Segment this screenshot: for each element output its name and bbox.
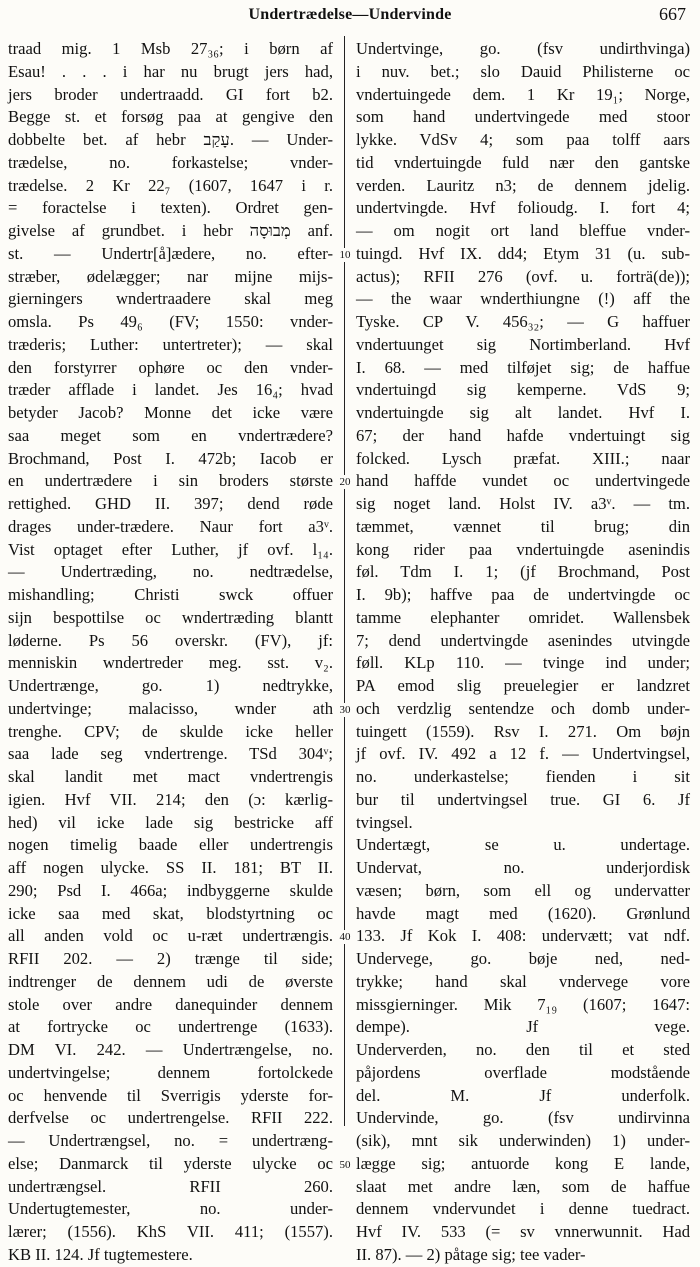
text-line: løderne. Ps 56 overskr. (FV), jf:	[8, 630, 333, 650]
text-line: 290; Psd I. 466a; indbyggerne skulde	[8, 880, 333, 900]
text-line: traad mig. 1 Msb 27₃₆; i børn af	[8, 39, 333, 58]
text-line: Begge st. et forsøg paa at gengive den	[8, 107, 333, 127]
line-number: 20	[334, 475, 356, 489]
text-line: vndertuingde sig alt landet. Hvf I.	[356, 403, 690, 422]
text-line: oc henvende til Sverrigis yderste for-	[8, 1085, 333, 1105]
column-divider	[344, 36, 345, 1126]
text-line: och verdzlig sentendze och domb under-	[356, 698, 690, 718]
text-line: II. 87). — 2) påtage sig; tee vader-	[356, 1244, 586, 1264]
text-line: havde magt med (1620). Grønlund	[356, 903, 690, 923]
text-line: tuingett (1559). Rsv I. 271. Om bøjn	[356, 721, 690, 741]
text-line: else; Danmarck til yderste ulycke oc	[8, 1153, 333, 1173]
text-line: I. 9b); haffve paa de undertvingde oc	[356, 585, 690, 604]
text-line: saa meget som en vndertrædere?	[8, 425, 333, 445]
text-line: vndertuingede dem. 1 Kr 19₁; Norge,	[356, 84, 690, 104]
text-line: mishandling; Christi swck offuer	[8, 585, 333, 604]
text-line: tid vndertuingde fuld nær den gantske	[356, 152, 690, 172]
text-line: dempe). Jf vege.	[356, 1017, 690, 1037]
text-line: jers broder undertraadd. GI fort b2.	[8, 84, 333, 104]
text-line: træderis; Luther: untertreter); — skal	[8, 334, 333, 354]
line-number: 40	[334, 930, 356, 944]
text-line: dennem vndervundet i denne tuedract.	[356, 1199, 690, 1219]
text-line: Tyske. CP V. 456₃₂; — G haffuer	[356, 312, 690, 331]
text-line: aff nogen ulycke. SS II. 181; BT II.	[8, 858, 333, 877]
text-line: Vist optaget efter Luther, jf ovf. l₁₄.	[8, 539, 333, 559]
text-line: del. M. Jf underfolk.	[356, 1085, 690, 1105]
text-line: — Undertræding, no. nedtrædelse,	[8, 562, 333, 582]
text-line: trykke; hand skal vndervege vore	[356, 971, 690, 991]
text-line: trædelse. 2 Kr 22₇ (1607, 1647 i r.	[8, 175, 333, 195]
text-line: trædelse, no. forkastelse; vnder-	[8, 152, 333, 172]
text-line: actus); RFII 276 (ovf. u. forträ(de));	[356, 266, 690, 286]
text-line: tæmmet, vænnet til brug; din	[356, 516, 690, 536]
text-line: den forstyrrer ophøre oc den vnder-	[8, 357, 333, 377]
text-line: dobbelte bet. af hebr עָקַב. — Under-	[8, 130, 334, 149]
page-number: 667	[659, 4, 686, 24]
text-line: lykke. VdSv 4; som paa tolff aars	[356, 130, 690, 149]
text-line: (sik), mnt sik underwinden) 1) under-	[356, 1131, 690, 1150]
line-number: 50	[334, 1158, 356, 1172]
text-line: at fortrycke oc undertrenge (1633).	[8, 1017, 333, 1037]
text-line: 133. Jf Kok I. 408: undervætt; vat ndf.	[356, 926, 690, 946]
line-number: 30	[334, 703, 356, 717]
text-line: bur til undertvingsel true. GI 6. Jf	[356, 789, 690, 809]
text-line: undertvinge; malacisso, wnder ath	[8, 698, 333, 718]
text-line: Hvf IV. 533 (= sv vnnerwunnit. Had	[356, 1222, 690, 1241]
text-line: gierningers wndertraadere skal meg	[8, 289, 333, 309]
text-line: en undertrædere i sin broders største	[8, 471, 333, 491]
text-line: tvingsel.	[356, 812, 413, 832]
text-line: stole over andre danequinder dennem	[8, 994, 333, 1014]
page-header	[0, 4, 700, 30]
text-line: rettighed. GHD II. 397; dend røde	[8, 494, 333, 513]
text-line: DM VI. 242. — Undertrængelse, no.	[8, 1040, 333, 1059]
text-line: hand haffde vundet oc undertvingede	[356, 471, 690, 491]
text-line: som hand undertvingede med stoor	[356, 107, 690, 127]
text-line: Undertugtemester, no. under-	[8, 1199, 333, 1219]
text-line: PA emod slig preuelegier er landzret	[356, 676, 690, 695]
text-line: lægge sig; antuorde kong E lande,	[356, 1153, 690, 1173]
text-line: slaat met andre læn, som de haffue	[356, 1176, 690, 1196]
right-column	[356, 38, 690, 1264]
text-line: tamme elephanter omridet. Wallensbek	[356, 607, 690, 627]
text-line: vndertuunget sig Nortimberland. Hvf	[356, 334, 690, 354]
text-line: derfvelse oc undertrengelse. RFII 222.	[8, 1108, 333, 1128]
text-line: undertrængsel. RFII 260.	[8, 1176, 333, 1196]
text-line: Underverden, no. den til et sted	[356, 1040, 690, 1059]
text-line: hed) vil icke lade sig bestricke aff	[8, 812, 333, 832]
text-line: givelse af grundbet. i hebr מְבוּסָה anf.	[8, 221, 333, 240]
text-line: 67; der hand hafde vndertuingt sig	[356, 425, 690, 445]
text-line: føl. Tdm I. 1; (jf Brochmand, Post	[356, 562, 690, 582]
text-line: nogen timelig baade eller undertrengis	[8, 835, 333, 855]
text-line: sig noget land. Holst IV. a3ᵛ. — tm.	[356, 494, 690, 513]
text-line: undertvingde. Hvf folioudg. I. fort 4;	[356, 198, 690, 218]
text-line: indtrenger de dennem udi de øverste	[8, 971, 333, 991]
text-line: RFII 202. — 2) trænge til side;	[8, 949, 333, 968]
text-line: — om nogit ort land bleffue vnder-	[356, 221, 690, 240]
text-line: sijn bespottilse oc wndertræding blantt	[8, 607, 333, 627]
text-line: påjordens overflade modstående	[356, 1062, 690, 1082]
text-line: stræber, ødelægger; nar mijne mijs-	[8, 266, 333, 286]
text-line: vndertuingd sig kemperne. VdS 9;	[356, 380, 690, 400]
left-column	[8, 38, 334, 1264]
text-line: no. underkastelse; fienden i sit	[356, 767, 690, 786]
text-line: skal landit met mact vndertrengis	[8, 767, 333, 786]
text-line: undertvingelse; dennem fortolckede	[8, 1062, 333, 1082]
text-line: I. 68. — med tilføjet sig; de haffue	[356, 357, 690, 377]
text-line: drages under-trædere. Naur fort a3ᵛ.	[8, 516, 333, 536]
text-line: træder afflade i landet. Jes 16₄; hvad	[8, 380, 333, 400]
text-line: st. — Undertr[å]ædere, no. efter-	[8, 243, 333, 263]
text-line: icke saa med skat, blodstyrtning oc	[8, 903, 333, 923]
text-line: Esau! . . . i har nu brugt jers had,	[8, 61, 333, 81]
text-line: — the waar wnderthiungne (!) aff the	[356, 289, 690, 309]
text-line: jf ovf. IV. 492 a 12 f. — Undertvingsel,	[356, 744, 690, 764]
text-line: kong rider paa vndertuingde asenindis	[356, 539, 690, 559]
text-line: verden. Lauritz n3; de dennem jdelig.	[356, 175, 690, 195]
text-line: missgierninger. Mik 7₁₉ (1607; 1647:	[356, 994, 690, 1014]
text-line: omsla. Ps 49₆ (FV; 1550: vnder-	[8, 312, 333, 331]
text-line: menniskin wndertreder meg. sst. v₂.	[8, 653, 333, 673]
line-number: 10	[334, 248, 356, 262]
text-line: væsen; børn, som ell og undervatter	[356, 880, 690, 900]
text-line: Undervege, go. bøje ned, ned-	[356, 949, 690, 968]
text-line: Undervinde, go. (fsv undirvinna	[356, 1108, 690, 1128]
text-line: folcked. Lysch præfat. XIII.; naar	[356, 448, 690, 468]
text-line: Brochmand, Post I. 472b; Iacob er	[8, 448, 333, 468]
text-line: 7; dend undertvingde asenindes utvingde	[356, 630, 690, 650]
text-line: lærer; (1556). KhS VII. 411; (1557).	[8, 1222, 333, 1241]
text-line: Undervat, no. underjordisk	[356, 858, 690, 877]
text-line: — Undertrængsel, no. = undertræng-	[8, 1131, 333, 1150]
text-line: saa lade seg vndertrenge. TSd 304ᵛ;	[8, 744, 333, 764]
text-line: føll. KLp 110. — tvinge ind under;	[356, 653, 690, 673]
text-line: Undertvinge, go. (fsv undirthvinga)	[356, 39, 690, 58]
running-head: Undertrædelse—Undervinde	[248, 6, 452, 23]
text-line: KB II. 124. Jf tugtemestere.	[8, 1244, 193, 1264]
text-line: Undertrænge, go. 1) nedtrykke,	[8, 676, 333, 695]
text-line: trenghe. CPV; de skulde icke heller	[8, 721, 333, 741]
text-line: betyder Jacob? Monne det icke være	[8, 403, 333, 422]
text-line: all anden vold oc u-ræt undertrængis.	[8, 926, 333, 946]
text-line: tuingd. Hvf IX. dd4; Etym 31 (u. sub-	[356, 243, 690, 263]
text-line: = foractelse i texten). Ordret gen-	[8, 198, 333, 218]
text-line: igien. Hvf VII. 214; den (ɔ: kærlig-	[8, 789, 333, 809]
text-line: Undertægt, se u. undertage.	[356, 835, 690, 855]
text-line: i nuv. bet.; slo Dauid Philisterne oc	[356, 61, 690, 81]
